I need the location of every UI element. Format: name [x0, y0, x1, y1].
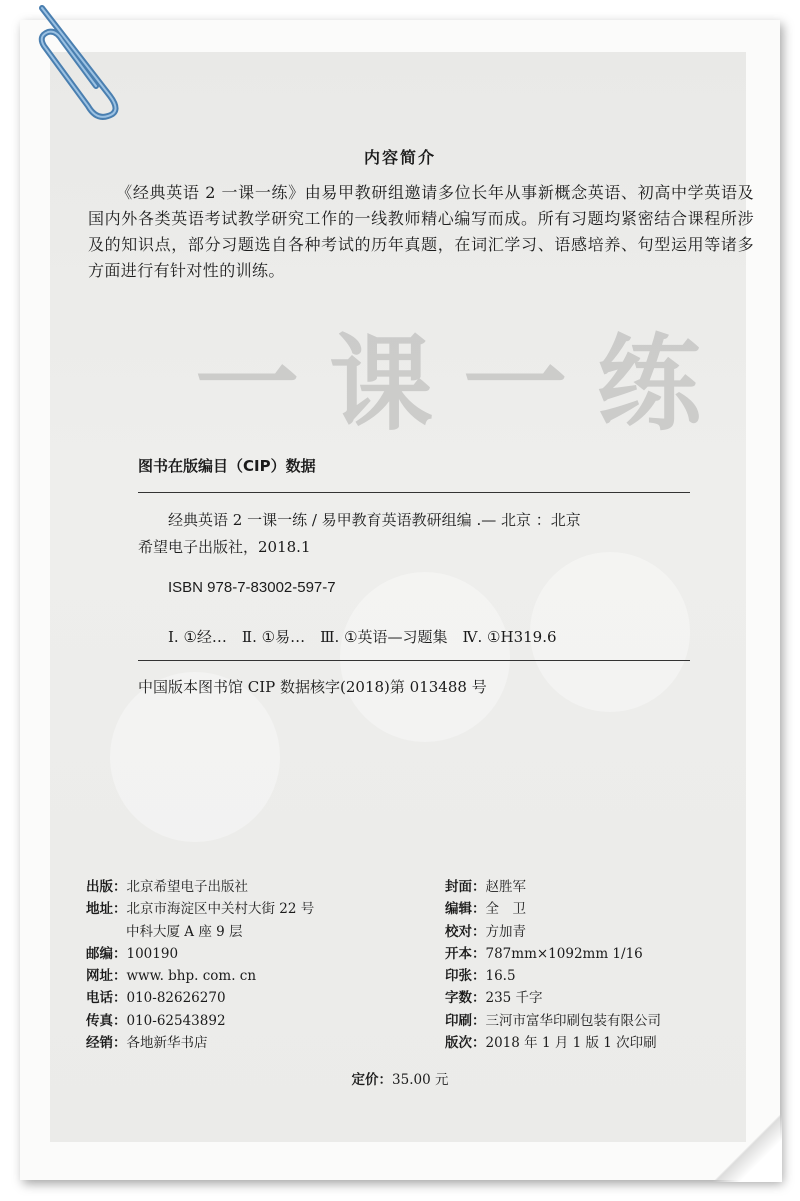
- price: 定价：35.00 元: [351, 1072, 449, 1088]
- address-row: 地址：北京市海淀区中关村大街 22 号: [86, 901, 315, 918]
- word-count-row: 字数：235 千字: [445, 990, 543, 1007]
- background-watermark: 一课一练: [195, 323, 732, 445]
- website-row: 网址：www. bhp. com. cn: [86, 968, 257, 985]
- cip-classification: Ⅰ. ①经… Ⅱ. ①易… Ⅲ. ①英语—习题集 Ⅳ. ①H319.6: [168, 628, 557, 646]
- cip-isbn: ISBN 978-7-83002-597-7: [168, 579, 336, 596]
- cip-line-1: 经典英语 2 一课一练 / 易甲教育英语教研组编 .— 北京 ：北京: [168, 511, 581, 529]
- publisher-info: [86, 876, 314, 1054]
- summary-title: 内容简介: [363, 148, 436, 167]
- summary-body: [88, 180, 754, 284]
- sheets-row: 印张：16.5: [445, 968, 516, 985]
- cip-top-rule: [138, 492, 690, 493]
- distributor-row: 经销：各地新华书店: [86, 1035, 208, 1052]
- printer-row: 印刷：三河市富华印刷包装有限公司: [445, 1012, 661, 1029]
- summary-text: 《经典英语 2 一课一练》由易甲教研组邀请多位长年从事新概念英语、初高中学英语及国内外各类英语考试教学研究工作的一线教师精心编写而成。所有习题均紧密结合课程所涉及的知识点，部分习题选自各种考试的历年真题，在词汇学习、语感培养、句型运用等诸多方面进行有针对性的训练。: [88, 183, 754, 280]
- production-info: [445, 876, 661, 1054]
- cover-row: 封面：赵胜军: [445, 879, 526, 895]
- phone-row: 电话：010-82626270: [86, 990, 226, 1007]
- proofreader-row: 校对：方加青: [445, 923, 526, 940]
- cip-library-number: 中国版本图书馆 CIP 数据核字(2018)第 013488 号: [138, 678, 487, 696]
- postcode-row: 邮编：100190: [86, 945, 179, 962]
- publisher-row: 出版：北京希望电子出版社: [86, 879, 248, 895]
- format-row: 开本：787mm×1092mm 1/16: [445, 945, 643, 962]
- address-row-2: 中科大厦 A 座 9 层: [126, 923, 243, 940]
- cip-title: 图书在版编目（CIP）数据: [138, 457, 316, 475]
- cip-line-2: 希望电子出版社，2018.1: [138, 538, 311, 556]
- editor-row: 编辑：全 卫: [445, 901, 526, 918]
- edition-row: 版次：2018 年 1 月 1 版 1 次印刷: [445, 1035, 657, 1052]
- fax-row: 传真：010-62543892: [86, 1012, 226, 1029]
- cip-bottom-rule: [138, 660, 690, 661]
